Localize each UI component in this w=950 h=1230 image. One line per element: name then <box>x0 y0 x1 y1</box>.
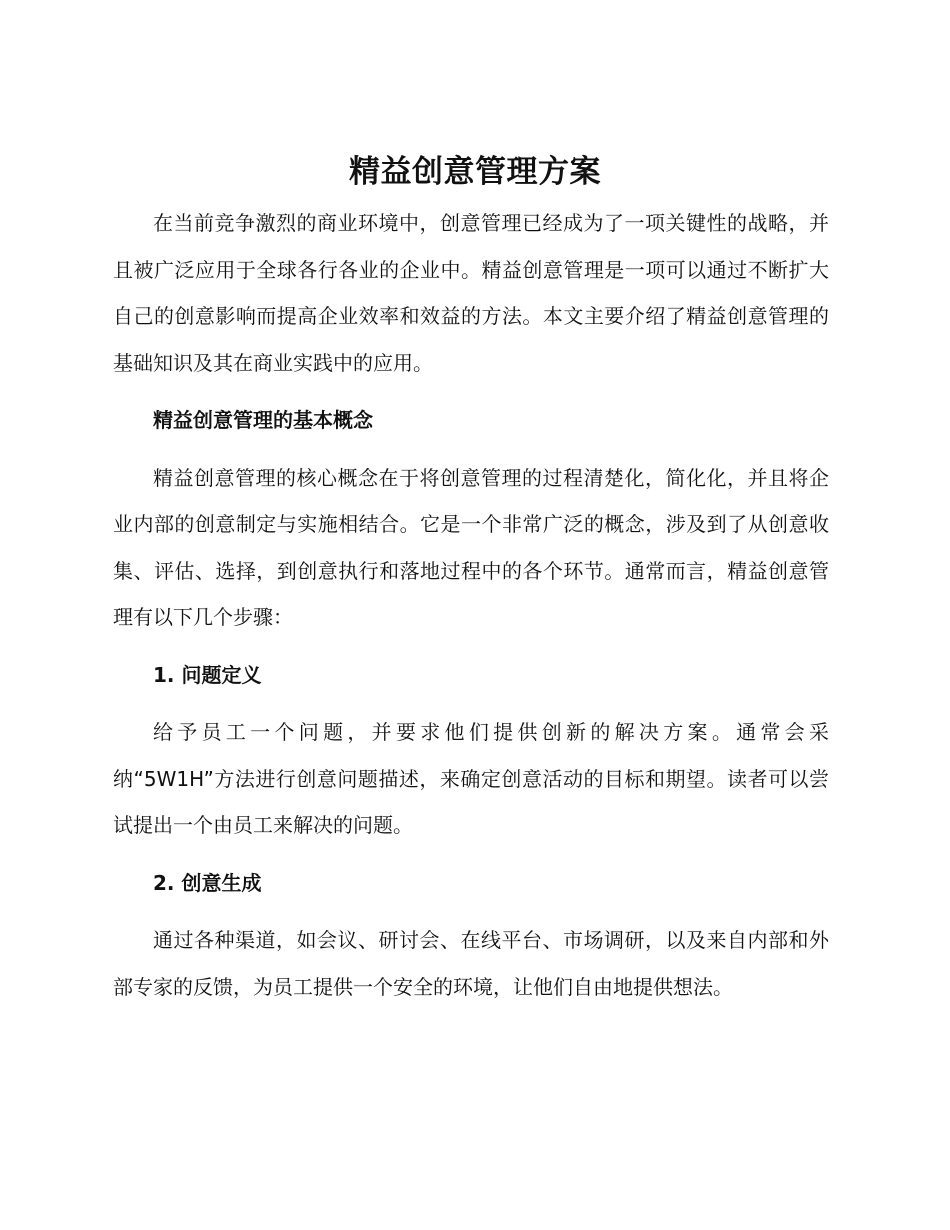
spacer <box>113 698 829 709</box>
intro-paragraph: 在当前竞争激烈的商业环境中，创意管理已经成为了一项关键性的战略，并且被广泛应用于全球各行各业的企业中。精益创意管理是一项可以通过不断扩大自己的创意影响而提高企业效率和效益的方法。本文主要介绍了精益创意管理的基础知识及其在商业实践中的应用。 <box>113 211 829 375</box>
spacer <box>113 906 829 917</box>
spacer <box>113 641 829 652</box>
spacer <box>113 444 829 455</box>
basic-concept-paragraph: 精益创意管理的核心概念在于将创意管理的过程清楚化，简化化，并且将企业内部的创意制定与实施相结合。它是一个非常广泛的概念，涉及到了从创意收集、评估、选择，到创意执行和落地过程中的各个环节。通常而言，精益创意管理有以下几个步骤： <box>113 465 829 629</box>
spacer <box>113 849 829 860</box>
spacer <box>113 386 829 397</box>
section-heading-basic-concept: 精益创意管理的基本概念 <box>153 408 373 432</box>
document-body <box>113 200 829 1010</box>
step-heading-problem-definition: 1. 问题定义 <box>153 662 262 687</box>
document-title: 精益创意管理方案 <box>349 154 601 190</box>
idea-generation-paragraph: 通过各种渠道，如会议、研讨会、在线平台、市场调研，以及来自内部和外部专家的反馈，为员工提供一个安全的环境，让他们自由地提供想法。 <box>113 928 829 999</box>
problem-definition-paragraph: 给予员工一个问题，并要求他们提供创新的解决方案。通常会采纳“5W1H”方法进行创意问题描述，来确定创意活动的目标和期望。读者可以尝试提出一个由员工来解决的问题。 <box>113 720 829 837</box>
step-heading-idea-generation: 2. 创意生成 <box>153 870 262 895</box>
